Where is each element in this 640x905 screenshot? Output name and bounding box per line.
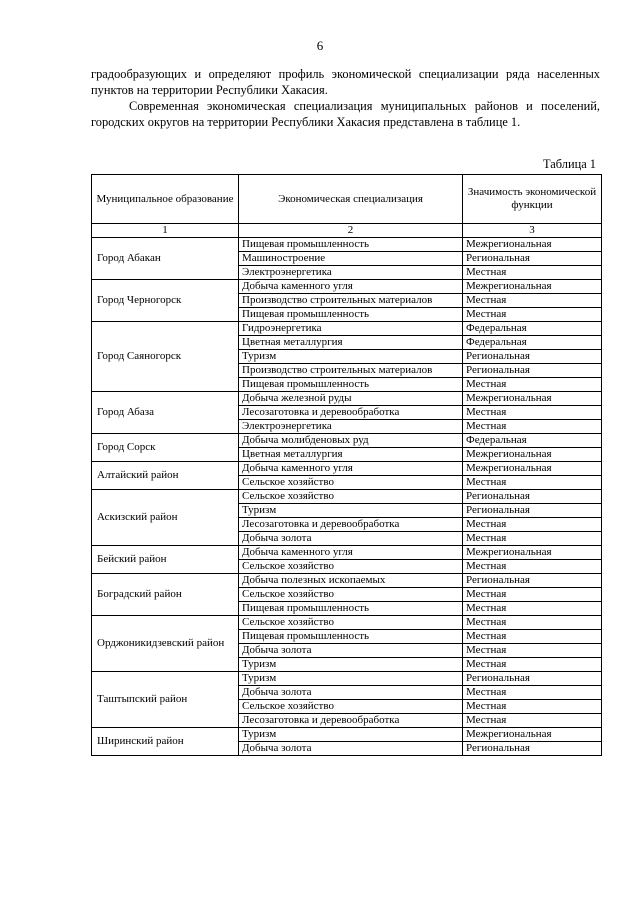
specialization-cell: Сельское хозяйство [239, 560, 463, 574]
significance-cell: Региональная [463, 574, 602, 588]
specialization-cell: Добыча золота [239, 686, 463, 700]
specialization-cell: Лесозаготовка и деревообработка [239, 518, 463, 532]
specialization-cell: Туризм [239, 672, 463, 686]
specialization-cell: Электроэнергетика [239, 420, 463, 434]
significance-cell: Местная [463, 658, 602, 672]
significance-cell: Местная [463, 532, 602, 546]
municipality-cell: Город Сорск [92, 434, 239, 462]
significance-cell: Местная [463, 644, 602, 658]
specialization-cell: Добыча каменного угля [239, 462, 463, 476]
specialization-cell: Цветная металлургия [239, 448, 463, 462]
significance-cell: Межрегиональная [463, 546, 602, 560]
significance-cell: Региональная [463, 350, 602, 364]
table-row [92, 546, 602, 560]
significance-cell: Местная [463, 308, 602, 322]
specialization-table [91, 174, 602, 756]
table-row [92, 490, 602, 504]
specialization-cell: Добыча золота [239, 532, 463, 546]
page-number: 6 [316, 38, 324, 53]
municipality-cell: Орджоникидзевский район [92, 616, 239, 672]
significance-cell: Межрегиональная [463, 238, 602, 252]
specialization-cell: Пищевая промышленность [239, 238, 463, 252]
table-row [92, 238, 602, 252]
column-number: 1 [92, 224, 239, 238]
significance-cell: Местная [463, 714, 602, 728]
specialization-cell: Пищевая промышленность [239, 602, 463, 616]
specialization-cell: Гидроэнергетика [239, 322, 463, 336]
specialization-cell: Добыча полезных ископаемых [239, 574, 463, 588]
significance-cell: Федеральная [463, 336, 602, 350]
table-caption: Таблица 1 [543, 157, 596, 171]
column-number: 3 [463, 224, 602, 238]
significance-cell: Местная [463, 630, 602, 644]
table-row [92, 574, 602, 588]
specialization-cell: Машиностроение [239, 252, 463, 266]
column-number-row [92, 224, 602, 238]
significance-cell: Местная [463, 266, 602, 280]
municipality-cell: Город Абакан [92, 238, 239, 280]
municipality-cell: Город Саяногорск [92, 322, 239, 392]
significance-cell: Местная [463, 700, 602, 714]
header-significance: Значимость экономической функции [463, 175, 602, 224]
table-row [92, 462, 602, 476]
specialization-cell: Сельское хозяйство [239, 490, 463, 504]
significance-cell: Межрегиональная [463, 392, 602, 406]
significance-cell: Местная [463, 602, 602, 616]
significance-cell: Местная [463, 420, 602, 434]
specialization-cell: Сельское хозяйство [239, 476, 463, 490]
significance-cell: Местная [463, 518, 602, 532]
specialization-cell: Лесозаготовка и деревообработка [239, 406, 463, 420]
specialization-cell: Электроэнергетика [239, 266, 463, 280]
paragraph-specialization: Современная экономическая специализация муниципальных районов и поселений, городских округов на территории Республики Хакасия представлена в таблице 1. [91, 99, 600, 129]
significance-cell: Межрегиональная [463, 280, 602, 294]
table-row [92, 434, 602, 448]
table-header-row [92, 175, 602, 224]
significance-cell: Региональная [463, 490, 602, 504]
specialization-cell: Добыча железной руды [239, 392, 463, 406]
specialization-cell: Сельское хозяйство [239, 616, 463, 630]
specialization-cell: Добыча золота [239, 742, 463, 756]
specialization-cell: Производство строительных материалов [239, 294, 463, 308]
specialization-cell: Добыча молибденовых руд [239, 434, 463, 448]
significance-cell: Межрегиональная [463, 462, 602, 476]
header-municipality: Муниципальное образование [92, 175, 239, 224]
significance-cell: Местная [463, 406, 602, 420]
municipality-cell: Аскизский район [92, 490, 239, 546]
specialization-cell: Добыча каменного угля [239, 546, 463, 560]
column-number: 2 [239, 224, 463, 238]
specialization-cell: Сельское хозяйство [239, 700, 463, 714]
municipality-cell: Ширинский район [92, 728, 239, 756]
significance-cell: Региональная [463, 504, 602, 518]
table-row [92, 672, 602, 686]
significance-cell: Местная [463, 588, 602, 602]
municipality-cell: Таштыпский район [92, 672, 239, 728]
significance-cell: Региональная [463, 252, 602, 266]
significance-cell: Местная [463, 476, 602, 490]
significance-cell: Местная [463, 378, 602, 392]
significance-cell: Местная [463, 686, 602, 700]
significance-cell: Местная [463, 560, 602, 574]
specialization-cell: Лесозаготовка и деревообработка [239, 714, 463, 728]
significance-cell: Местная [463, 616, 602, 630]
significance-cell: Федеральная [463, 322, 602, 336]
table-row [92, 392, 602, 406]
specialization-cell: Туризм [239, 504, 463, 518]
specialization-cell: Сельское хозяйство [239, 588, 463, 602]
specialization-cell: Производство строительных материалов [239, 364, 463, 378]
significance-cell: Региональная [463, 364, 602, 378]
significance-cell: Федеральная [463, 434, 602, 448]
specialization-cell: Пищевая промышленность [239, 630, 463, 644]
specialization-cell: Туризм [239, 658, 463, 672]
paragraph-intro: градообразующих и определяют профиль экономической специализации ряда населенных пунктов на территории Республики Хакасия. [91, 67, 600, 97]
specialization-cell: Пищевая промышленность [239, 308, 463, 322]
municipality-cell: Алтайский район [92, 462, 239, 490]
significance-cell: Межрегиональная [463, 448, 602, 462]
specialization-cell: Цветная металлургия [239, 336, 463, 350]
significance-cell: Региональная [463, 672, 602, 686]
significance-cell: Местная [463, 294, 602, 308]
specialization-cell: Туризм [239, 728, 463, 742]
municipality-cell: Город Абаза [92, 392, 239, 434]
significance-cell: Региональная [463, 742, 602, 756]
municipality-cell: Город Черногорск [92, 280, 239, 322]
specialization-cell: Добыча каменного угля [239, 280, 463, 294]
specialization-cell: Туризм [239, 350, 463, 364]
table-row [92, 280, 602, 294]
significance-cell: Межрегиональная [463, 728, 602, 742]
header-specialization: Экономическая специализация [239, 175, 463, 224]
specialization-cell: Пищевая промышленность [239, 378, 463, 392]
municipality-cell: Боградский район [92, 574, 239, 616]
table-row [92, 728, 602, 742]
table-row [92, 616, 602, 630]
municipality-cell: Бейский район [92, 546, 239, 574]
specialization-cell: Добыча золота [239, 644, 463, 658]
table-row [92, 322, 602, 336]
